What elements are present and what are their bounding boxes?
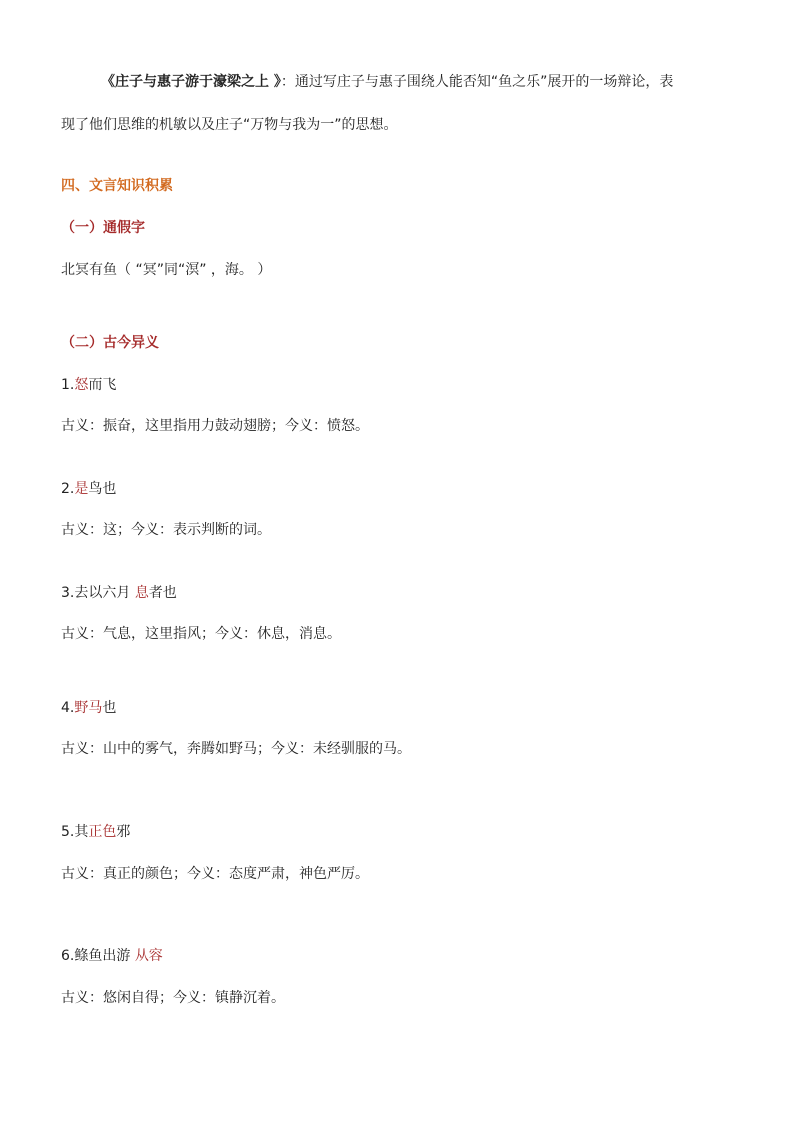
- gujin-item-suffix: 而飞: [88, 377, 117, 393]
- intro-line-2: 现了他们思维的机敏以及庄子“万物与我为一”的思想。: [61, 117, 398, 133]
- gujin-item-suffix: 邪: [116, 824, 131, 840]
- gujin-item-title: [61, 946, 163, 966]
- gujin-item-suffix: 者也: [148, 585, 177, 601]
- gujin-item-title: [61, 822, 130, 842]
- gujin-item-prefix: 4.: [61, 700, 75, 716]
- subsection-heading-gujin: （二）古今异义: [61, 335, 159, 351]
- gujin-item-meaning: 古义：振奋，这里指用力鼓动翅膀；今义：愤怒。: [61, 418, 369, 434]
- gujin-item-title: [61, 375, 116, 395]
- gujin-item-highlight: 息: [134, 585, 149, 601]
- subsection-heading-tongjia: （一）通假字: [61, 220, 145, 236]
- tongjia-item: 北冥有鱼（ “冥”同“溟” ，海。 ）: [61, 262, 272, 278]
- gujin-item-highlight: 从容: [134, 948, 163, 964]
- gujin-item-highlight: 是: [74, 481, 89, 497]
- gujin-item-prefix: 5.其: [61, 824, 89, 840]
- gujin-item-title: [61, 583, 177, 603]
- gujin-item-meaning: 古义：山中的雾气，奔腾如野马；今义：未经驯服的马。: [61, 741, 411, 757]
- gujin-item-highlight: 野马: [74, 700, 103, 716]
- gujin-item-meaning: 古义：气息，这里指风；今义：休息，消息。: [61, 626, 341, 642]
- gujin-item-highlight: 怒: [74, 377, 89, 393]
- gujin-item-highlight: 正色: [88, 824, 117, 840]
- section-heading-4: 四、文言知识积累: [61, 178, 173, 194]
- gujin-item-prefix: 3.去以六月: [61, 585, 135, 601]
- intro-line-1: [101, 72, 673, 92]
- gujin-item-meaning: 古义：真正的颜色；今义：态度严肃，神色严厉。: [61, 866, 369, 882]
- intro-title: 《庄子与惠子游于濠梁之上 》: [101, 74, 281, 90]
- gujin-item-title: [61, 698, 116, 718]
- gujin-item-title: [61, 479, 116, 499]
- gujin-item-prefix: 6.鲦鱼出游: [61, 948, 135, 964]
- gujin-item-prefix: 2.: [61, 481, 75, 497]
- gujin-item-meaning: 古义：悠闲自得；今义：镇静沉着。: [61, 990, 285, 1006]
- gujin-item-prefix: 1.: [61, 377, 75, 393]
- intro-text-1: ：通过写庄子与惠子围绕人能否知“鱼之乐”展开的一场辩论，表: [280, 74, 674, 90]
- gujin-item-suffix: 鸟也: [88, 481, 117, 497]
- gujin-item-suffix: 也: [102, 700, 117, 716]
- gujin-item-meaning: 古义：这；今义：表示判断的词。: [61, 522, 271, 538]
